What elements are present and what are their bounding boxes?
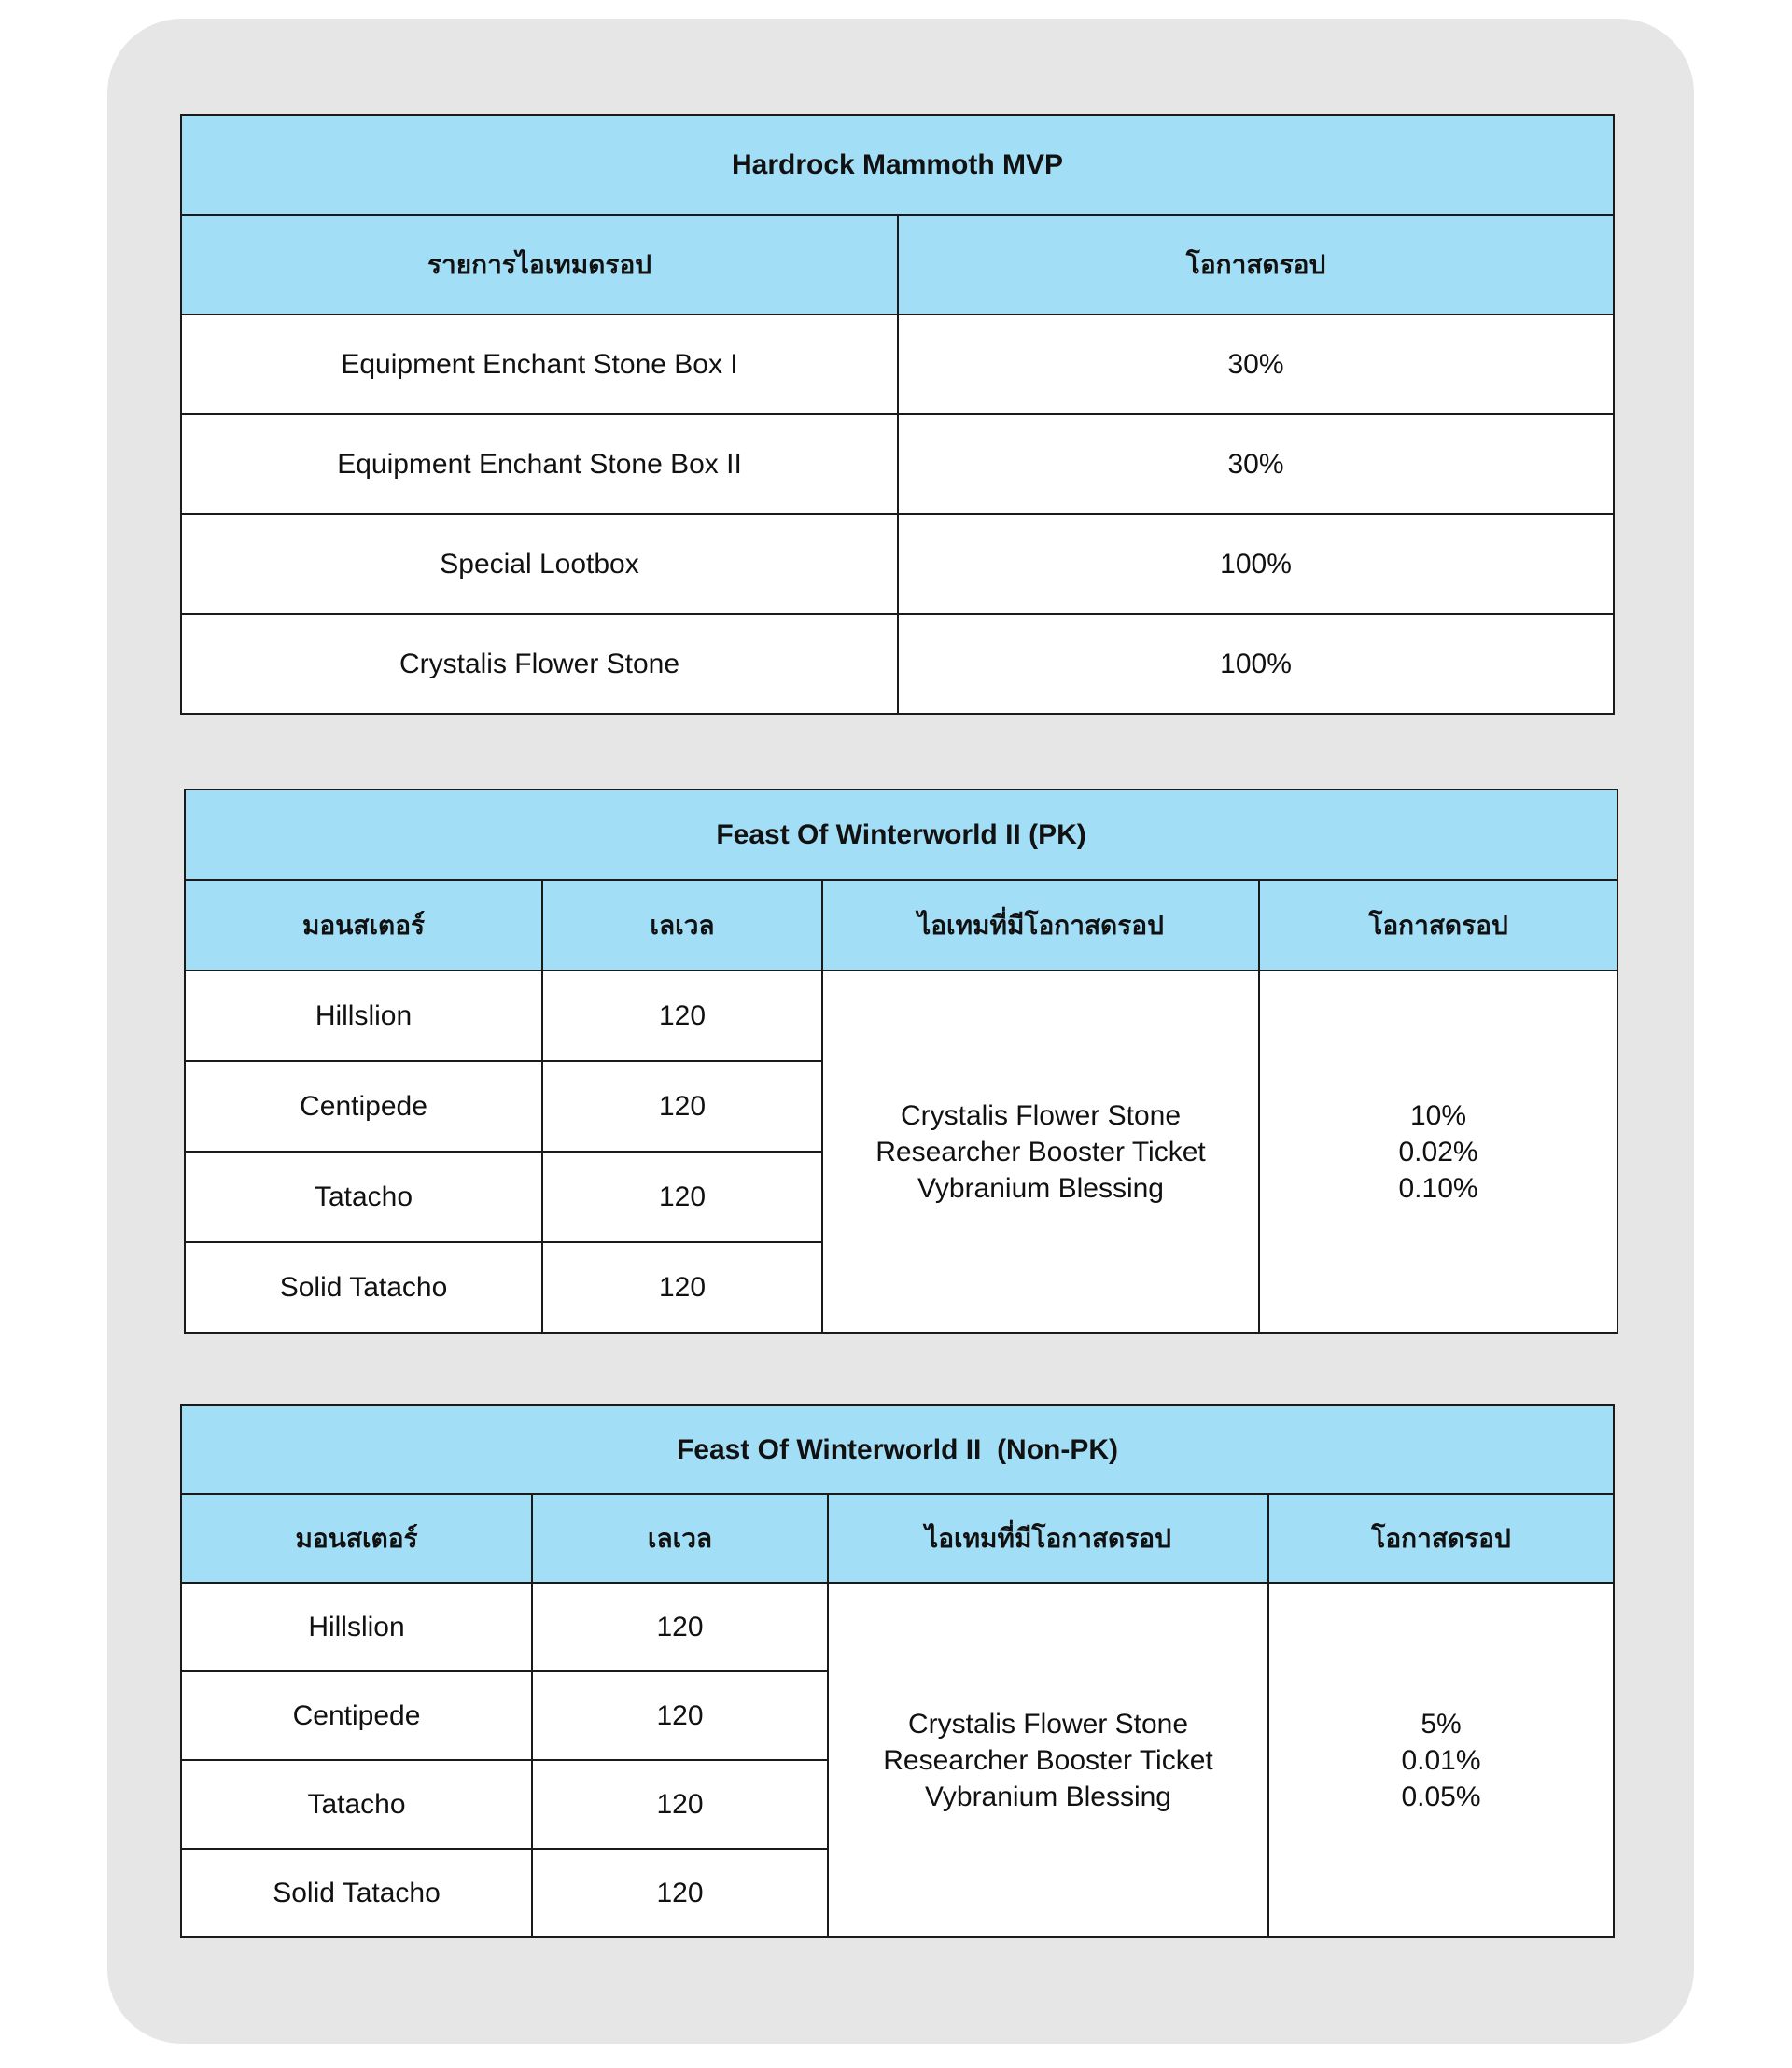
level-cell: 120 <box>542 971 822 1061</box>
table-row <box>181 414 1614 514</box>
item-cell: Equipment Enchant Stone Box II <box>181 414 898 514</box>
drop-items-cell <box>828 1583 1268 1937</box>
column-header-chance: โอกาสดรอป <box>1259 880 1617 971</box>
level-cell: 120 <box>532 1849 828 1937</box>
drop-item: Vybranium Blessing <box>924 1781 1171 1812</box>
column-header-monster: มอนสเตอร์ <box>185 880 542 971</box>
table-row <box>181 1583 1614 1671</box>
level-cell: 120 <box>532 1760 828 1849</box>
monster-cell: Tatacho <box>185 1152 542 1242</box>
drop-item: Researcher Booster Ticket <box>875 1136 1206 1167</box>
mvp-drop-table <box>180 114 1615 715</box>
item-cell: Crystalis Flower Stone <box>181 614 898 714</box>
item-cell: Special Lootbox <box>181 514 898 614</box>
monster-cell: Solid Tatacho <box>185 1242 542 1333</box>
nonpk-drop-table <box>180 1404 1615 1938</box>
item-cell: Equipment Enchant Stone Box I <box>181 314 898 414</box>
column-header-chance: โอกาสดรอป <box>898 215 1614 314</box>
level-cell: 120 <box>532 1671 828 1760</box>
table-row <box>181 514 1614 614</box>
column-header-level: เลเวล <box>532 1494 828 1583</box>
drop-items-cell <box>822 971 1259 1333</box>
monster-cell: Tatacho <box>181 1760 532 1849</box>
column-header-items: ไอเทมที่มีโอกาสดรอป <box>828 1494 1268 1583</box>
column-header-monster: มอนสเตอร์ <box>181 1494 532 1583</box>
table-row <box>181 614 1614 714</box>
drop-chance: 0.05% <box>1401 1781 1481 1812</box>
level-cell: 120 <box>532 1583 828 1671</box>
chance-cell: 30% <box>898 314 1614 414</box>
monster-cell: Centipede <box>181 1671 532 1760</box>
table-row <box>181 314 1614 414</box>
drop-chances-cell <box>1268 1583 1614 1937</box>
drop-item: Crystalis Flower Stone <box>907 1708 1189 1740</box>
column-header-level: เลเวล <box>542 880 822 971</box>
monster-cell: Hillslion <box>185 971 542 1061</box>
drop-item: Crystalis Flower Stone <box>900 1099 1182 1131</box>
column-header-chance: โอกาสดรอป <box>1268 1494 1614 1583</box>
monster-cell: Hillslion <box>181 1583 532 1671</box>
drop-chance: 0.02% <box>1398 1136 1478 1167</box>
drop-item: Vybranium Blessing <box>917 1172 1164 1204</box>
table-title: Feast Of Winterworld II (PK) <box>185 789 1617 880</box>
monster-cell: Centipede <box>185 1061 542 1152</box>
column-header-item: รายการไอเทมดรอป <box>181 215 898 314</box>
pk-drop-table <box>184 789 1618 1334</box>
drop-item: Researcher Booster Ticket <box>883 1744 1213 1776</box>
chance-cell: 100% <box>898 614 1614 714</box>
level-cell: 120 <box>542 1152 822 1242</box>
monster-cell: Solid Tatacho <box>181 1849 532 1937</box>
drop-chances-cell <box>1259 971 1617 1333</box>
level-cell: 120 <box>542 1061 822 1152</box>
chance-cell: 30% <box>898 414 1614 514</box>
drop-chance: 0.01% <box>1401 1744 1481 1776</box>
drop-chance: 10% <box>1410 1099 1467 1131</box>
level-cell: 120 <box>542 1242 822 1333</box>
table-title: Hardrock Mammoth MVP <box>181 115 1614 215</box>
column-header-items: ไอเทมที่มีโอกาสดรอป <box>822 880 1259 971</box>
chance-cell: 100% <box>898 514 1614 614</box>
drop-chance: 0.10% <box>1398 1172 1478 1204</box>
drop-chance: 5% <box>1421 1708 1462 1740</box>
table-title: Feast Of Winterworld II (Non-PK) <box>181 1405 1614 1494</box>
table-row <box>185 971 1617 1061</box>
